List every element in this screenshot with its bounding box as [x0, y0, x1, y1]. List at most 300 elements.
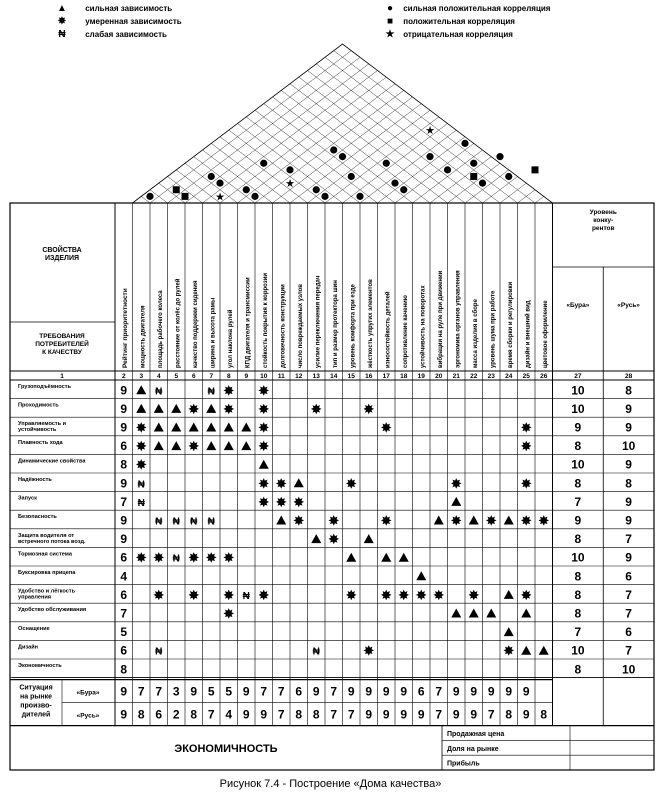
property-column-header: сопротивление качению [402, 295, 409, 368]
strong-dependency-mark [136, 385, 146, 394]
weak-dependency-mark: ₦ [207, 386, 215, 398]
requirement-label: Управляемость и устойчивость [18, 421, 67, 434]
moderate-dependency-mark: ✸ [362, 400, 375, 417]
weak-dependency-mark: ₦ [137, 497, 145, 509]
market-brand1-value: 9 [505, 684, 513, 699]
moderate-dependency-mark: ✸ [520, 438, 533, 455]
market-brand1-value: 5 [207, 684, 215, 699]
moderate-dependency-mark: ✸ [345, 586, 358, 603]
market-brand2-value: 2 [172, 707, 180, 722]
column-number: 9 [244, 373, 249, 380]
strong-dependency-mark [486, 609, 496, 618]
moderate-dependency-mark: ✸ [292, 512, 305, 529]
competitor-brand2-value: 9 [625, 420, 632, 435]
rating-value: 8 [120, 457, 128, 472]
moderate-dependency-mark: ✸ [135, 419, 148, 436]
strong-dependency-mark [171, 423, 181, 432]
market-brand1-value: 7 [137, 684, 145, 699]
competitor-brand2-value: 9 [625, 550, 632, 565]
rating-value: 4 [120, 569, 128, 584]
strong-dependency-mark [241, 441, 251, 450]
requirement-label: Удобство и лёгкость управления [18, 588, 76, 601]
competitor-brand1-value: 7 [574, 625, 582, 640]
moderate-dependency-mark: ✸ [292, 493, 305, 510]
competitor-brand2-value: 9 [625, 494, 632, 509]
rating-value: 9 [120, 420, 128, 435]
competitor-brand1-value: 10 [571, 383, 585, 398]
moderate-dependency-mark: ✸ [380, 512, 393, 529]
moderate-dependency-mark: ✸ [520, 419, 533, 436]
market-brand1-value: 9 [120, 684, 128, 699]
column-number: 26 [540, 373, 548, 380]
legend-strong-positive: ● сильная положительная корреляция [383, 3, 550, 14]
moderate-dependency-mark: ✸ [275, 475, 288, 492]
strong-dependency-mark [399, 553, 409, 562]
column-number: 28 [625, 373, 633, 380]
strong-dependency-mark [539, 646, 549, 655]
column-number: 22 [470, 373, 478, 380]
requirements-title: ТРЕБОВАНИЯ ПОТРЕБИТЕЛЕЙ К КАЧЕСТВУ [35, 333, 89, 356]
moderate-dependency-mark: ✸ [205, 549, 218, 566]
moderate-dependency-mark: ✸ [450, 475, 463, 492]
strong-dependency-mark [521, 609, 531, 618]
property-column-header: цветовое оформление [542, 300, 549, 368]
figure-caption: Рисунок 7.4 - Построение «Дома качества» [219, 778, 442, 790]
column-number: 6 [191, 373, 196, 380]
column-number: 23 [487, 373, 495, 380]
roof-correlation-dot [146, 193, 153, 200]
strong-dependency-mark [469, 609, 479, 618]
competitor-brand1-value: 7 [574, 494, 582, 509]
moderate-dependency-mark: ✸ [257, 419, 270, 436]
roof-correlation-star5: ★ [425, 125, 435, 138]
strong-dependency-mark [206, 441, 216, 450]
requirement-label: Оснащение [18, 625, 50, 632]
moderate-dependency-mark: ✸ [397, 586, 410, 603]
market-brand1-value: 7 [260, 684, 268, 699]
property-column-header: долговечность конструкции [280, 284, 287, 368]
moderate-dependency-mark: ✸ [362, 642, 375, 659]
market-brand2-value: 7 [330, 707, 338, 722]
competitor-brand2-value: 6 [625, 569, 632, 584]
roof-line [360, 130, 456, 203]
column-number: 12 [295, 373, 303, 380]
weak-dependency-mark: ₦ [155, 386, 163, 398]
strong-dependency-mark [311, 534, 321, 543]
market-brand2-value: 7 [347, 707, 355, 722]
property-column-header: площадь рабочего колеса [157, 290, 164, 368]
roof-correlation-dot [208, 173, 215, 180]
market-brand1-value: 7 [277, 684, 285, 699]
strong-dependency-mark [381, 553, 391, 562]
weak-dependency-mark: ₦ [172, 553, 180, 565]
strong-dependency-mark [504, 590, 514, 599]
column-number: 4 [156, 373, 161, 380]
market-brand2-value: 9 [417, 707, 425, 722]
market-brand2-value: 9 [260, 707, 268, 722]
moderate-dependency-mark: ✸ [485, 512, 498, 529]
moderate-dependency-mark: ✸ [310, 400, 323, 417]
roof-correlation-dot [383, 160, 390, 167]
roof-correlation-dot [348, 173, 355, 180]
market-title: Ситуация на рынке произво-дителей [19, 684, 53, 719]
strong-dependency-mark [154, 404, 164, 413]
moderate-dependency-mark: ✸ [257, 400, 270, 417]
moderate-dependency-mark: ✸ [257, 475, 270, 492]
strong-dependency-mark [206, 423, 216, 432]
rating-value: 6 [120, 643, 128, 658]
competitor-brand1-value: 8 [574, 606, 582, 621]
column-number: 27 [574, 373, 582, 380]
column-number: 15 [347, 373, 355, 380]
strong-dependency-mark [259, 460, 269, 469]
competitor-brand1-value: 10 [571, 457, 585, 472]
strong-dependency-mark [504, 627, 514, 636]
rating-value: 9 [120, 513, 128, 528]
requirement-label: Грузоподъёмность [18, 384, 71, 390]
property-column-header: устойчивость на поворотах [420, 285, 427, 368]
column-number: 3 [139, 373, 144, 380]
market-brand1-value: 9 [312, 684, 320, 699]
competitor-brand1-value: 8 [574, 532, 582, 547]
moderate-dependency-mark: ✸ [327, 512, 340, 529]
moderate-dependency-mark: ✸ [135, 438, 148, 455]
moderate-dependency-mark: ✸ [222, 549, 235, 566]
strong-dependency-mark [154, 441, 164, 450]
rating-value: 6 [120, 439, 128, 454]
column-number: 24 [505, 373, 513, 380]
strong-dependency-mark [434, 516, 444, 525]
roof-correlation-star5: ★ [285, 178, 295, 191]
economy-row-label: Прибыль [447, 760, 480, 768]
competitor-brand2-value: 9 [625, 401, 632, 416]
market-brand2-value: 8 [540, 707, 548, 722]
roof-correlation-dot [286, 166, 293, 173]
market-brand1-value: 9 [487, 684, 495, 699]
strong-dependency-mark [504, 516, 514, 525]
roof-correlation-dot [251, 193, 258, 200]
property-column-header: масса изделия в сборе [472, 299, 479, 368]
column-number: 1 [60, 373, 64, 380]
strong-dependency-mark [451, 497, 461, 506]
moderate-dependency-mark: ✸ [152, 586, 165, 603]
roof-line [185, 64, 369, 203]
moderate-dependency-mark: ✸ [187, 400, 200, 417]
roof-correlation-dot [339, 153, 346, 160]
column-number: 19 [417, 373, 425, 380]
rating-value: 9 [120, 401, 128, 416]
market-brand2-value: 8 [295, 707, 303, 722]
star5-icon: ★ [385, 29, 395, 40]
competitors-title: Уровень конку-рентов [589, 209, 617, 232]
market-brand1-value: 9 [347, 684, 355, 699]
strong-dependency-mark [224, 423, 234, 432]
roof-correlation-sq [182, 193, 189, 200]
competitor-brand1-value: 10 [571, 643, 585, 658]
moderate-dependency-mark: ✸ [222, 382, 235, 399]
economy-row-label: Продажная цена [447, 731, 505, 738]
weak-dependency-mark: ₦ [242, 590, 250, 602]
roof-correlation-dot [505, 173, 512, 180]
moderate-dependency-mark: ✸ [345, 475, 358, 492]
column-number: 21 [452, 373, 460, 380]
roof-line [159, 183, 185, 203]
rating-value: 6 [120, 587, 128, 602]
rating-label: Рейтинг приоритетности [121, 288, 129, 368]
property-column-header: КПД двигателя и трансмиссии [245, 277, 252, 368]
rating-value: 9 [120, 532, 128, 547]
strong-dependency-mark [276, 516, 286, 525]
moderate-dependency-mark: ✸ [222, 586, 235, 603]
property-column-header: ширина и высота рамы [210, 297, 217, 368]
roof-line [220, 77, 386, 203]
column-number: 2 [121, 373, 126, 380]
property-column-header: дизайн и внешний вид [525, 300, 532, 368]
moderate-dependency-mark: ✸ [380, 586, 393, 603]
market-brand2-value: 8 [505, 707, 513, 722]
roof-line [535, 196, 544, 203]
moderate-dependency-mark: ✸ [257, 382, 270, 399]
requirement-label: Защита водителя от встречного потока возд. [18, 532, 86, 545]
requirement-label: Запуск [18, 495, 37, 502]
moderate-dependency-mark: ✸ [432, 586, 445, 603]
property-column-header: расстояние от колёс до рулей [175, 278, 182, 368]
strong-dependency-mark [364, 534, 374, 543]
requirement-label: Буксировка прицепа [18, 570, 76, 576]
roof-correlation-dot [243, 186, 250, 193]
property-column-header: мощность двигателя [140, 305, 147, 368]
moderate-dependency-mark: ✸ [152, 549, 165, 566]
market-brand2-value: 7 [207, 707, 215, 722]
market-brand2-value: 8 [312, 707, 320, 722]
column-number: 25 [522, 373, 530, 380]
market-brand2-value: 8 [190, 707, 198, 722]
requirement-label: Тормозная система [18, 551, 72, 558]
market-brand2-value: 6 [155, 707, 163, 722]
market-brand1: «Бура» [76, 689, 100, 697]
market-brand1-value: 9 [382, 684, 390, 699]
property-column-header: уровень комфорта при езде [350, 284, 357, 368]
competitor-brand1-value: 8 [574, 662, 582, 677]
legend-moderate: ✸ умеренная зависимость [55, 16, 182, 27]
strong-dependency-mark [189, 423, 199, 432]
roof-correlation-dot [400, 186, 407, 193]
market-brand2-value: 9 [365, 707, 373, 722]
weak-dependency-mark: ₦ [190, 516, 198, 528]
moderate-dependency-mark: ✸ [520, 512, 533, 529]
moderate-dependency-mark: ✸ [222, 400, 235, 417]
market-brand1-value: 9 [242, 684, 250, 699]
roof-line [299, 77, 465, 203]
legend-weak: ₦ слабая зависимость [55, 29, 167, 40]
strong-dependency-mark [171, 441, 181, 450]
competitor-brand2-value: 7 [625, 643, 632, 658]
roof-line [395, 143, 474, 203]
roof-correlation-dot [330, 146, 337, 153]
strong-dependency-mark [241, 423, 251, 432]
rating-value: 9 [120, 476, 128, 491]
weak-dependency-mark: ₦ [137, 479, 145, 491]
legend-positive: ■ положительная корреляция [383, 16, 515, 27]
column-number: 16 [365, 373, 373, 380]
moderate-dependency-mark: ✸ [187, 586, 200, 603]
roof-correlation-sq [470, 173, 477, 180]
star-icon: ✸ [57, 16, 67, 27]
column-number: 20 [435, 373, 443, 380]
dot-icon: ● [386, 3, 394, 14]
roof-line [316, 64, 500, 203]
strong-dependency-mark [469, 516, 479, 525]
competitor-brand2-value: 10 [621, 439, 636, 454]
roof-line [255, 90, 404, 203]
market-brand2-value: 8 [137, 707, 145, 722]
market-brand1-value: 7 [155, 684, 163, 699]
roof-correlation-dot [260, 160, 267, 167]
roof-correlation-dot [391, 180, 398, 187]
moderate-dependency-mark: ✸ [187, 438, 200, 455]
competitor-brand1-value: 8 [574, 569, 582, 584]
rating-value: 7 [120, 606, 128, 621]
strong-dependency-mark [346, 553, 356, 562]
column-number: 10 [260, 373, 268, 380]
property-column-header: угол наклона рулей [227, 309, 234, 368]
requirement-label: Экономичность [18, 663, 62, 669]
roof-correlation-dot [470, 160, 477, 167]
moderate-dependency-mark: ✸ [520, 475, 533, 492]
competitor-brand1-value: 9 [574, 513, 582, 528]
competitor-brand2-value: 7 [625, 587, 632, 602]
requirement-label: Безопасность [18, 514, 57, 521]
column-number: 14 [330, 373, 338, 380]
market-brand1-value: 9 [470, 684, 478, 699]
property-column-header: число повреждаемых узлов [297, 284, 304, 368]
competitor-brand1-value: 10 [571, 550, 585, 565]
property-column-header: эргономика органов управления [455, 270, 462, 368]
rating-value: 6 [120, 550, 128, 565]
moderate-dependency-mark: ✸ [380, 419, 393, 436]
column-number: 11 [277, 373, 285, 380]
moderate-dependency-mark: ✸ [257, 586, 270, 603]
roof-correlation-dot [313, 186, 320, 193]
properties-title: СВОЙСТВА ИЗДЕЛИЯ [42, 247, 82, 262]
moderate-dependency-mark: ✸ [257, 438, 270, 455]
competitor-brand1-value: 8 [574, 587, 582, 602]
rating-value: 7 [120, 494, 128, 509]
market-brand2-value: 4 [225, 707, 233, 722]
market-brand1-value: 7 [435, 684, 443, 699]
column-number: 18 [400, 373, 408, 380]
roof-correlation-dot [321, 193, 328, 200]
moderate-dependency-mark: ✸ [275, 493, 288, 510]
roof-correlation-sq [173, 186, 180, 193]
competitor-brand1: «Бура» [566, 302, 590, 309]
n-icon: ₦ [58, 29, 66, 40]
competitor-brand2-value: 6 [625, 625, 632, 640]
market-brand2-value: 9 [382, 707, 390, 722]
roof-correlation-dot [444, 166, 451, 173]
requirement-label: Плавность хода [18, 439, 63, 446]
market-brand2-value: 9 [452, 707, 460, 722]
property-column-header: износостойкость деталей [385, 291, 392, 368]
roof-correlation-star5: ★ [215, 191, 225, 204]
market-brand2-value: 9 [400, 707, 408, 722]
roof-line [229, 130, 325, 203]
roof-correlation-dot [356, 193, 363, 200]
market-brand2-value: 7 [487, 707, 495, 722]
market-brand1-value: 9 [452, 684, 460, 699]
moderate-dependency-mark: ✸ [257, 493, 270, 510]
strong-dependency-mark [206, 404, 216, 413]
moderate-dependency-mark: ✸ [187, 549, 200, 566]
legend-strong: ▲ сильная зависимость [55, 3, 172, 14]
market-brand1-value: 9 [400, 684, 408, 699]
strong-dependency-mark [154, 423, 164, 432]
rating-value: 9 [120, 383, 128, 398]
competitor-brand1-value: 10 [571, 401, 585, 416]
roof-line [500, 183, 526, 203]
rating-value: 8 [120, 662, 128, 677]
moderate-dependency-mark: ✸ [520, 586, 533, 603]
requirement-label: Динамические свойства [18, 458, 86, 465]
moderate-dependency-mark: ✸ [467, 586, 480, 603]
column-number: 5 [174, 373, 179, 380]
strong-dependency-mark [171, 404, 181, 413]
moderate-dependency-mark: ✸ [135, 456, 148, 473]
triangle-icon: ▲ [57, 3, 67, 14]
competitor-brand2-value: 8 [625, 383, 632, 398]
market-brand2-value: 7 [435, 707, 443, 722]
roof-correlation-dot [426, 153, 433, 160]
competitor-brand2-value: 8 [625, 476, 632, 491]
property-column-header: вибрации на руле при движении [437, 270, 444, 368]
square-icon: ■ [386, 16, 394, 27]
property-column-header: тип и размер протектора шин [332, 280, 339, 368]
legend-negative: ★ отрицательная корреляция [383, 29, 513, 40]
economy-title: ЭКОНОМИЧНОСТЬ [174, 742, 278, 755]
market-brand1-value: 9 [522, 684, 530, 699]
strong-dependency-mark [224, 441, 234, 450]
market-brand2-value: 7 [277, 707, 285, 722]
roof-line [150, 51, 351, 203]
moderate-dependency-mark: ✸ [135, 549, 148, 566]
competitor-brand1-value: 8 [574, 476, 582, 491]
strong-dependency-mark [451, 609, 461, 618]
strong-dependency-mark [294, 478, 304, 487]
column-number: 17 [382, 373, 390, 380]
strong-dependency-mark [521, 646, 531, 655]
market-brand2-value: 9 [470, 707, 478, 722]
market-brand1-value: 6 [417, 684, 425, 699]
moderate-dependency-mark: ✸ [450, 512, 463, 529]
competitor-brand1-value: 9 [574, 420, 582, 435]
market-brand2: «Русь» [76, 712, 100, 720]
competitor-brand1-value: 8 [574, 439, 582, 454]
strong-dependency-mark [136, 404, 146, 413]
competitor-brand2: «Русь» [617, 302, 640, 309]
moderate-dependency-mark: ✸ [502, 642, 515, 659]
market-brand1-value: 7 [330, 684, 338, 699]
market-brand2-value: 9 [522, 707, 530, 722]
moderate-dependency-mark: ✸ [327, 531, 340, 548]
requirement-label: Удобство обслуживания [18, 607, 87, 614]
column-number: 13 [312, 373, 320, 380]
market-brand1-value: 6 [295, 684, 303, 699]
roof-correlation-dot [479, 180, 486, 187]
strong-dependency-mark [416, 571, 426, 580]
roof-line [281, 90, 430, 203]
property-column-header: уровень шума при работе [490, 290, 497, 368]
property-column-header: стойкость покрытия к коррозии [262, 272, 269, 368]
